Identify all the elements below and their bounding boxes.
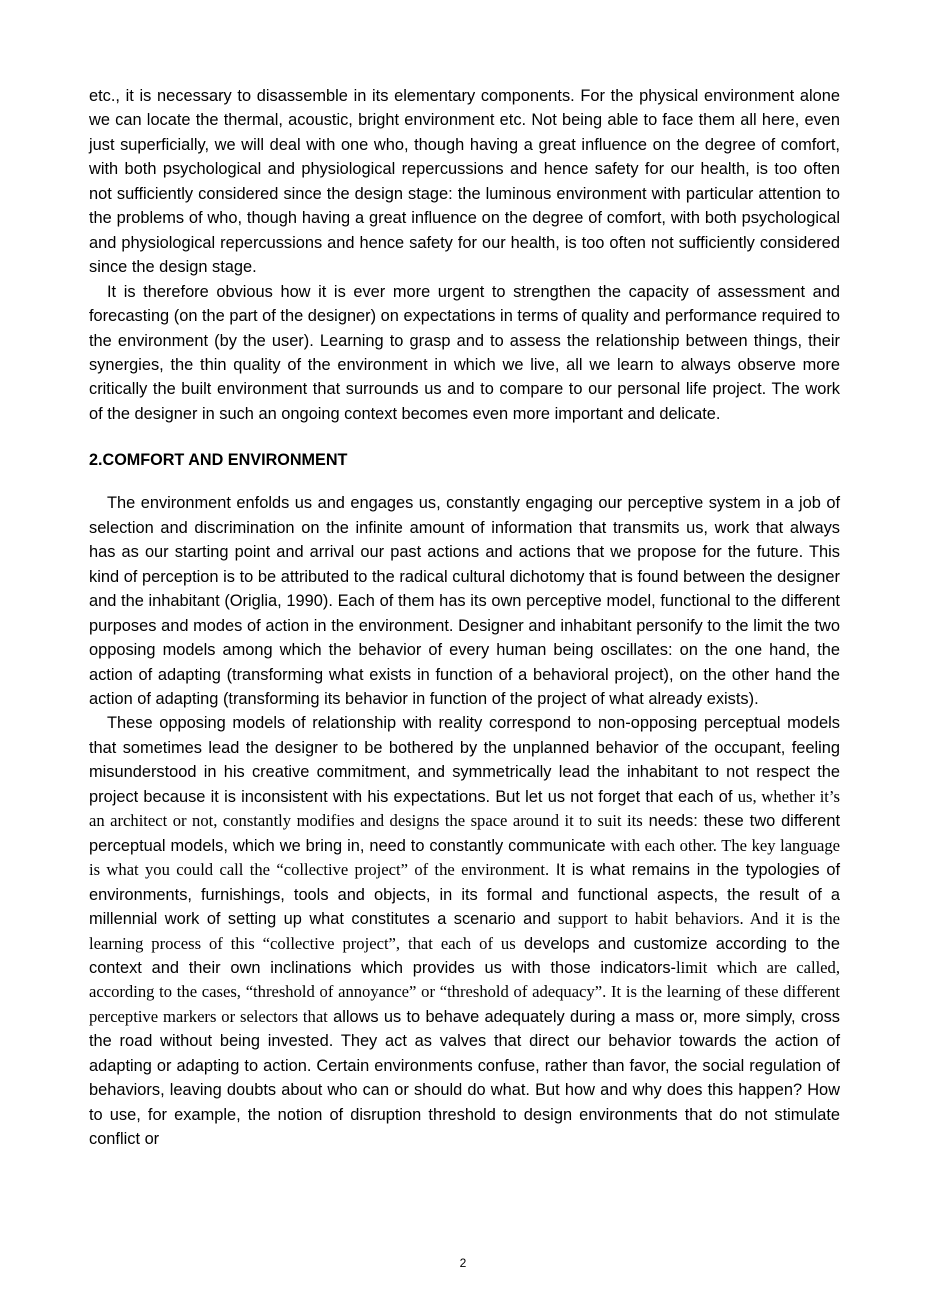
page-number: 2 — [459, 1256, 467, 1270]
text-run-serif: with each other. The key language is what you could call the “collective project” of the environment. — [89, 835, 840, 880]
text-run-serif: us, whether it’s an architect or not, constantly modifies and designs the space around it to suit its — [89, 786, 840, 831]
paragraph-assessment: It is therefore obvious how it is ever more urgent to strengthen the capacity of assessment and forecasting (on the part of the designer) on expectations in terms of quality and performance required to the environment (by the user). Learning to grasp and to assess the relationship between things, their synergies, the thin quality of the environment in which we live, all we learn to always observe more critically the built environment that surrounds us and to compare to our personal life project. The work of the designer in such an ongoing context becomes even more important and delicate. — [89, 282, 840, 423]
text-run: allows us to behave adequately during a mass or, more simply, cross the road without being invested. They act as valves that direct our behavior towards the action of adapting or adapting to action. Certain environments confuse, rather than favor, the social regulation of behaviors, leaving doubts about who can or should do what. But how and why does this happen? How to use, for example, the notion of disruption threshold to design environments that do not stimulate conflict or — [89, 1007, 840, 1149]
paragraph-opposing-models — [89, 711, 840, 1151]
text-run: needs: these two different perceptual models, which we bring in, need to constantly communicate — [89, 812, 840, 855]
text-run: It is what remains in the typologies of environments, furnishings, tools and objects, in its formal and functional aspects, the result of a millennial work of setting up what constitutes a scenario and — [89, 861, 840, 929]
text-run-serif: support to habit behaviors. And it is the learning process of this “collective project”, that each of us — [89, 909, 840, 953]
text-run-serif: limit which are called, according to the cases, “threshold of annoyance” or “threshold of adequacy”. It is the learning of these different perceptive markers or selectors that — [89, 957, 840, 1026]
text-run: develops and customize according to the context and their own inclinations which provides us with those indicators- — [89, 934, 840, 977]
document-body — [89, 84, 840, 1152]
text-run: These opposing models of relationship with reality correspond to non-opposing perceptual models that sometimes lead the designer to be bothered by the unplanned behavior of the occupant, feeling misunderstood in his creative commitment, and symmetrically lead the inhabitant to not respect the project because it is inconsistent with his expectations. But let us not forget that each of — [89, 714, 840, 806]
paragraph-environment: The environment enfolds us and engages us, constantly engaging our perceptive system in a job of selection and discrimination on the infinite amount of information that transmits us, work that always has as our starting point and arrival our past actions and actions that we propose for the future. This kind of perception is to be attributed to the radical cultural dichotomy that is found between the designer and the inhabitant (Origlia, 1990). Each of them has its own perceptive model, functional to the different purposes and modes of action in the environment. Designer and inhabitant personify to the limit the two opposing models among which the behavior of every human being oscillates: on the one hand, the action of adapting (transforming what exists in function of a behavioral project), on the other hand the action of adapting (transforming its behavior in function of the project of what already exists). — [89, 494, 840, 708]
paragraph-continuation: etc., it is necessary to disassemble in its elementary components. For the physical environment alone we can locate the thermal, acoustic, bright environment etc. Not being able to face them all here, even just superficially, we will deal with one who, though having a great influence on the degree of comfort, with both psychological and physiological repercussions and hence safety for our health, is too often not sufficiently considered since the design stage: the luminous environment with particular attention to the problems of who, though having a great influence on the degree of comfort, with both psychological and physiological repercussions and hence safety for our health, is too often not sufficiently considered since the design stage. — [89, 87, 840, 277]
section-heading: 2.COMFORT AND ENVIRONMENT — [89, 451, 348, 470]
